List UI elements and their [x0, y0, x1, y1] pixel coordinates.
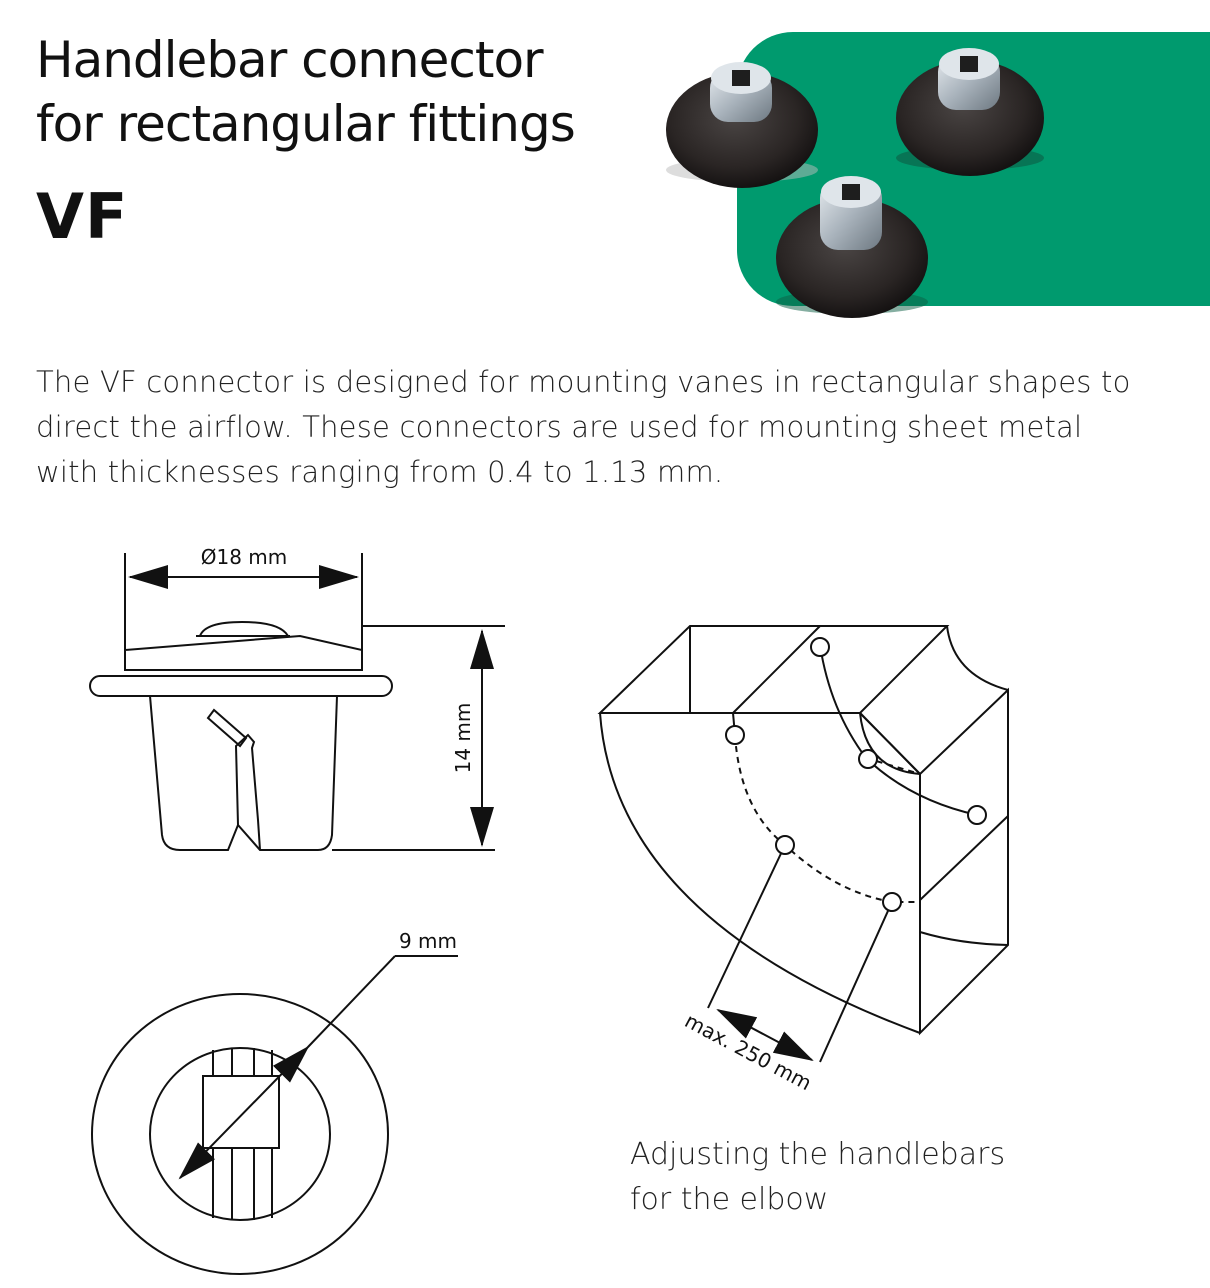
- elbow-drawing: [600, 626, 1008, 1062]
- spacing-label: max. 250 mm: [680, 1008, 816, 1096]
- caption-line-2: for the elbow: [630, 1182, 829, 1217]
- slot-width-label: 9 mm: [398, 929, 458, 953]
- connector-photo-2: [896, 48, 1044, 176]
- connector-photo-1: [666, 62, 818, 188]
- elbow-caption: [630, 1132, 1005, 1222]
- caption-line-1: Adjusting the handlebars: [630, 1137, 1006, 1172]
- diameter-label: Ø18 mm: [200, 545, 288, 569]
- connector-photo-3: [776, 176, 928, 318]
- technical-drawing: [0, 500, 1210, 1288]
- title-line-1: Handlebar connector: [36, 31, 543, 89]
- model-code: VF: [36, 180, 129, 253]
- side-view-drawing: [90, 553, 505, 850]
- top-view-drawing: [92, 956, 458, 1274]
- height-label: 14 mm: [451, 702, 475, 774]
- page-title: [36, 28, 575, 156]
- title-line-2: for rectangular fittings: [36, 95, 575, 153]
- description-text: The VF connector is designed for mounting vanes in rectangular shapes to direct the airflow. These connectors are used for mounting sheet metal with thicknesses ranging from 0.4 to 1.13 mm.: [36, 365, 1131, 489]
- product-photo: [660, 30, 1080, 330]
